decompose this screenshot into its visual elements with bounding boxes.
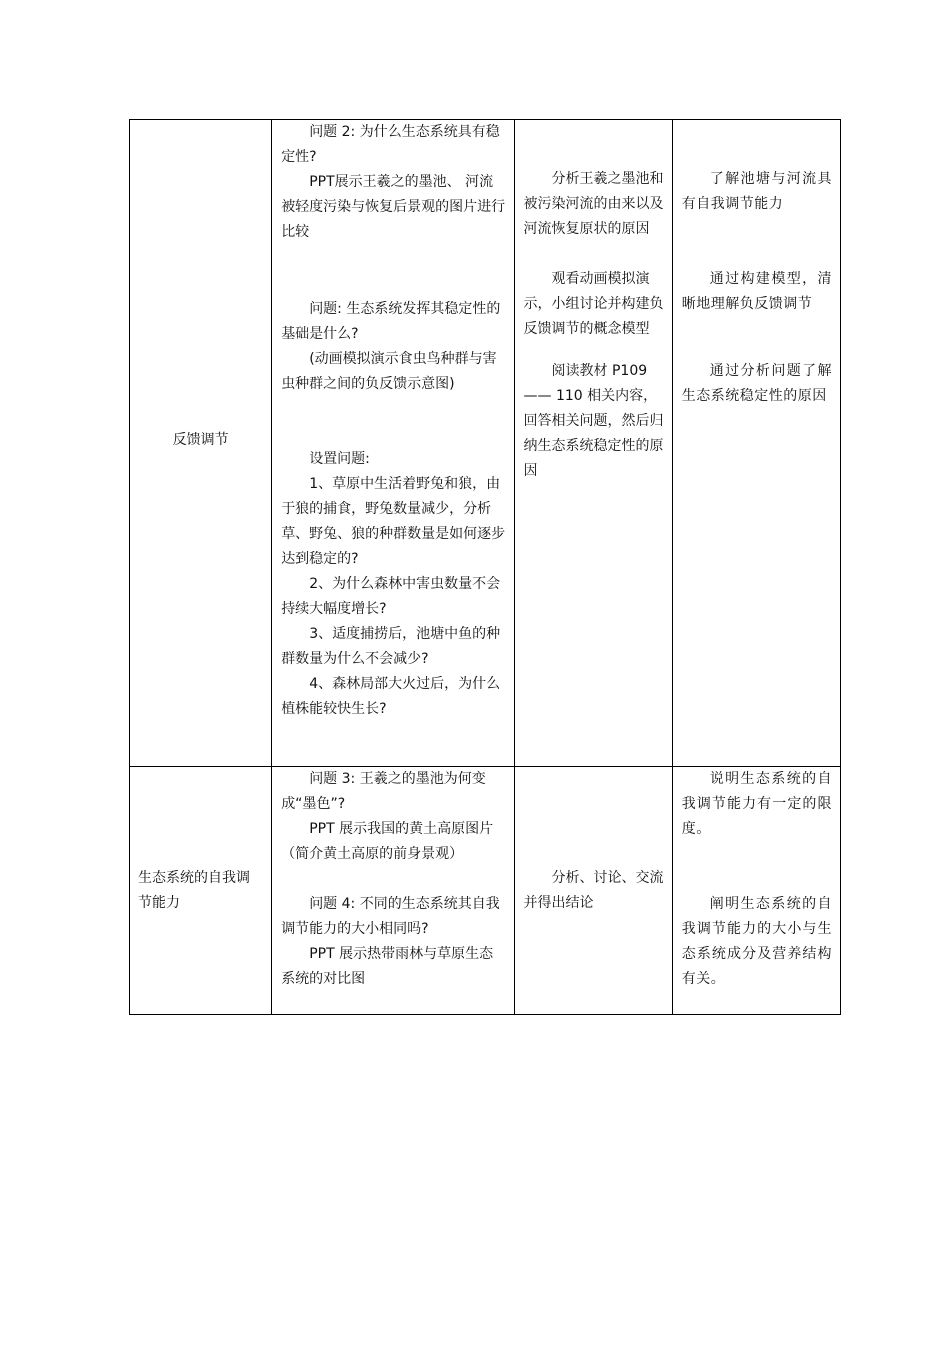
topic-label: 反馈调节 <box>172 432 229 448</box>
lesson-plan-table <box>129 119 841 1015</box>
intent-text: 了解池塘与河流具有自我调节能力 <box>681 171 832 212</box>
teacher-text: (动画模拟演示食虫鸟种群与害虫种群之间的负反馈示意图) <box>281 351 497 392</box>
teacher-text: 2、为什么森林中害虫数量不会持续大幅度增长? <box>281 576 501 617</box>
teacher-activity-cell <box>272 120 514 767</box>
teacher-text: PPT 展示我国的黄土高原图片（简介黄土高原的前身景观） <box>281 821 494 862</box>
teacher-text: 问题 4: 不同的生态系统其自我调节能力的大小相同吗? <box>281 896 500 937</box>
teacher-text: 4、森林局部大火过后，为什么植株能较快生长? <box>281 676 501 717</box>
student-text: 分析、讨论、交流并得出结论 <box>523 869 664 911</box>
intent-text: 通过分析问题了解生态系统稳定性的原因 <box>681 363 832 404</box>
student-text: 分析王羲之墨池和被污染河流的由来以及河流恢复原状的原因 <box>523 171 664 237</box>
intent-text: 说明生态系统的自我调节能力有一定的限度。 <box>681 771 832 837</box>
teacher-text: 问题 2: 为什么生态系统具有稳定性? <box>281 124 500 165</box>
student-text: 观看动画模拟演示，小组讨论并构建负反馈调节的概念模型 <box>523 271 664 337</box>
teacher-text: 设置问题: <box>309 451 370 467</box>
teacher-text: 问题 3: 王羲之的墨池为何变成“墨色”? <box>281 771 486 812</box>
intent-text: 通过构建模型，清晰地理解负反馈调节 <box>681 271 832 312</box>
design-intent-cell <box>672 767 840 1015</box>
intent-text: 阐明生态系统的自我调节能力的大小与生态系统成分及营养结构有关。 <box>681 896 832 987</box>
teacher-text: 1、草原中生活着野兔和狼，由于狼的捕食，野兔数量减少，分析草、野兔、狼的种群数量是如何逐步达到稳定的? <box>281 476 506 567</box>
student-text: 阅读教材 P109 —— 110 相关内容，回答相关问题，然后归纳生态系统稳定性的原因 <box>523 363 664 479</box>
teacher-text: 问题: 生态系统发挥其稳定性的基础是什么? <box>281 301 501 342</box>
topic-label: 生态系统的自我调节能力 <box>138 869 250 911</box>
topic-cell <box>130 120 272 767</box>
design-intent-cell <box>672 120 840 767</box>
teacher-text: 3、适度捕捞后，池塘中鱼的种群数量为什么不会减少? <box>281 626 501 667</box>
teacher-activity-cell <box>272 767 514 1015</box>
student-activity-cell <box>514 120 672 767</box>
table-row <box>130 120 841 767</box>
teacher-text: PPT 展示热带雨林与草原生态系统的对比图 <box>281 946 494 987</box>
teacher-text: PPT展示王羲之的墨池、 河流被轻度污染与恢复后景观的图片进行比较 <box>281 174 506 240</box>
table-row <box>130 767 841 1015</box>
student-activity-cell <box>514 767 672 1015</box>
topic-cell <box>130 767 272 1015</box>
